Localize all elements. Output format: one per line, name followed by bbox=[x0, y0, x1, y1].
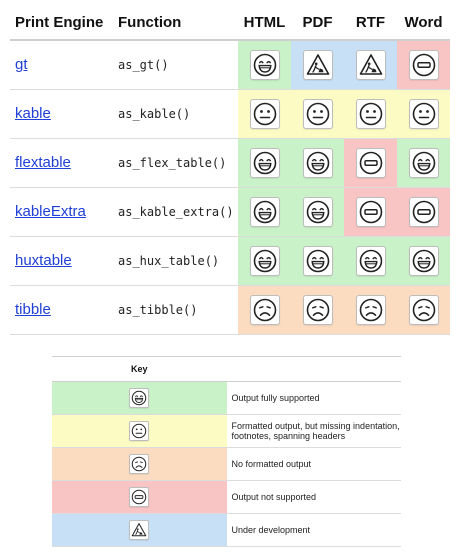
status-cell-html bbox=[238, 139, 291, 188]
status-cell-html bbox=[238, 90, 291, 139]
key-description: Output not supported bbox=[227, 481, 402, 514]
status-cell-word bbox=[397, 188, 450, 237]
key-row bbox=[52, 415, 401, 448]
engine-cell bbox=[10, 139, 118, 188]
no-entry-icon bbox=[356, 148, 386, 178]
status-cell-rtf bbox=[344, 90, 397, 139]
neutral-face-icon bbox=[129, 421, 149, 441]
status-cell-pdf bbox=[291, 237, 344, 286]
status-cell-pdf bbox=[291, 139, 344, 188]
no-entry-icon bbox=[356, 197, 386, 227]
engine-cell bbox=[10, 188, 118, 237]
key-description: Under development bbox=[227, 514, 402, 547]
function-cell: as_flex_table() bbox=[118, 139, 238, 188]
laughing-face-icon bbox=[250, 50, 280, 80]
laughing-face-icon bbox=[250, 148, 280, 178]
neutral-face-icon bbox=[303, 99, 333, 129]
key-icon-cell bbox=[52, 448, 227, 481]
key-row bbox=[52, 382, 401, 415]
key-header-row bbox=[52, 357, 401, 382]
key-description: Output fully supported bbox=[227, 382, 402, 415]
under-construction-icon bbox=[129, 520, 149, 540]
table-row bbox=[10, 237, 450, 286]
sad-face-icon bbox=[356, 295, 386, 325]
key-icon-cell bbox=[52, 382, 227, 415]
header-print-engine: Print Engine bbox=[10, 6, 118, 40]
laughing-face-icon bbox=[250, 246, 280, 276]
table-row bbox=[10, 188, 450, 237]
key-description: Formatted output, but missing indentation, footnotes, spanning headers bbox=[227, 415, 402, 448]
status-cell-word bbox=[397, 90, 450, 139]
engine-cell bbox=[10, 90, 118, 139]
neutral-face-icon bbox=[250, 99, 280, 129]
function-cell: as_hux_table() bbox=[118, 237, 238, 286]
status-cell-html bbox=[238, 188, 291, 237]
sad-face-icon bbox=[250, 295, 280, 325]
neutral-face-icon bbox=[356, 99, 386, 129]
status-cell-html bbox=[238, 286, 291, 335]
status-cell-html bbox=[238, 40, 291, 90]
engine-cell bbox=[10, 286, 118, 335]
engine-cell bbox=[10, 40, 118, 90]
function-cell: as_gt() bbox=[118, 40, 238, 90]
key-icon-cell bbox=[52, 514, 227, 547]
table-row bbox=[10, 286, 450, 335]
key-title: Key bbox=[52, 357, 227, 382]
no-entry-icon bbox=[409, 50, 439, 80]
no-entry-icon bbox=[409, 197, 439, 227]
table-row bbox=[10, 40, 450, 90]
status-cell-word bbox=[397, 237, 450, 286]
laughing-face-icon bbox=[250, 197, 280, 227]
laughing-face-icon bbox=[303, 148, 333, 178]
header-row bbox=[10, 6, 450, 40]
status-cell-word bbox=[397, 286, 450, 335]
table-row bbox=[10, 139, 450, 188]
print-engine-table bbox=[10, 6, 450, 335]
key-row bbox=[52, 448, 401, 481]
engine-link[interactable]: kable bbox=[15, 105, 51, 122]
status-cell-html bbox=[238, 237, 291, 286]
key-row bbox=[52, 514, 401, 547]
engine-link[interactable]: flextable bbox=[15, 154, 71, 171]
header-rtf: RTF bbox=[344, 6, 397, 40]
engine-link[interactable]: kableExtra bbox=[15, 203, 86, 220]
laughing-face-icon bbox=[409, 246, 439, 276]
sad-face-icon bbox=[409, 295, 439, 325]
laughing-face-icon bbox=[129, 388, 149, 408]
laughing-face-icon bbox=[303, 246, 333, 276]
engine-link[interactable]: huxtable bbox=[15, 252, 72, 269]
header-word: Word bbox=[397, 6, 450, 40]
key-header-spacer bbox=[227, 357, 402, 382]
function-cell: as_kable() bbox=[118, 90, 238, 139]
header-html: HTML bbox=[238, 6, 291, 40]
neutral-face-icon bbox=[409, 99, 439, 129]
engine-cell bbox=[10, 237, 118, 286]
function-cell: as_kable_extra() bbox=[118, 188, 238, 237]
status-cell-pdf bbox=[291, 188, 344, 237]
status-cell-word bbox=[397, 40, 450, 90]
header-pdf: PDF bbox=[291, 6, 344, 40]
key-description: No formatted output bbox=[227, 448, 402, 481]
engine-link[interactable]: tibble bbox=[15, 301, 51, 318]
no-entry-icon bbox=[129, 487, 149, 507]
table-row bbox=[10, 90, 450, 139]
status-cell-pdf bbox=[291, 286, 344, 335]
sad-face-icon bbox=[129, 454, 149, 474]
under-construction-icon bbox=[356, 50, 386, 80]
status-cell-rtf bbox=[344, 139, 397, 188]
engine-link[interactable]: gt bbox=[15, 56, 28, 73]
status-cell-pdf bbox=[291, 90, 344, 139]
laughing-face-icon bbox=[356, 246, 386, 276]
header-function: Function bbox=[118, 6, 238, 40]
under-construction-icon bbox=[303, 50, 333, 80]
status-cell-pdf bbox=[291, 40, 344, 90]
laughing-face-icon bbox=[409, 148, 439, 178]
status-cell-rtf bbox=[344, 237, 397, 286]
status-cell-word bbox=[397, 139, 450, 188]
status-cell-rtf bbox=[344, 286, 397, 335]
key-icon-cell bbox=[52, 481, 227, 514]
sad-face-icon bbox=[303, 295, 333, 325]
status-cell-rtf bbox=[344, 188, 397, 237]
key-table bbox=[52, 356, 401, 547]
status-cell-rtf bbox=[344, 40, 397, 90]
key-icon-cell bbox=[52, 415, 227, 448]
laughing-face-icon bbox=[303, 197, 333, 227]
function-cell: as_tibble() bbox=[118, 286, 238, 335]
key-row bbox=[52, 481, 401, 514]
